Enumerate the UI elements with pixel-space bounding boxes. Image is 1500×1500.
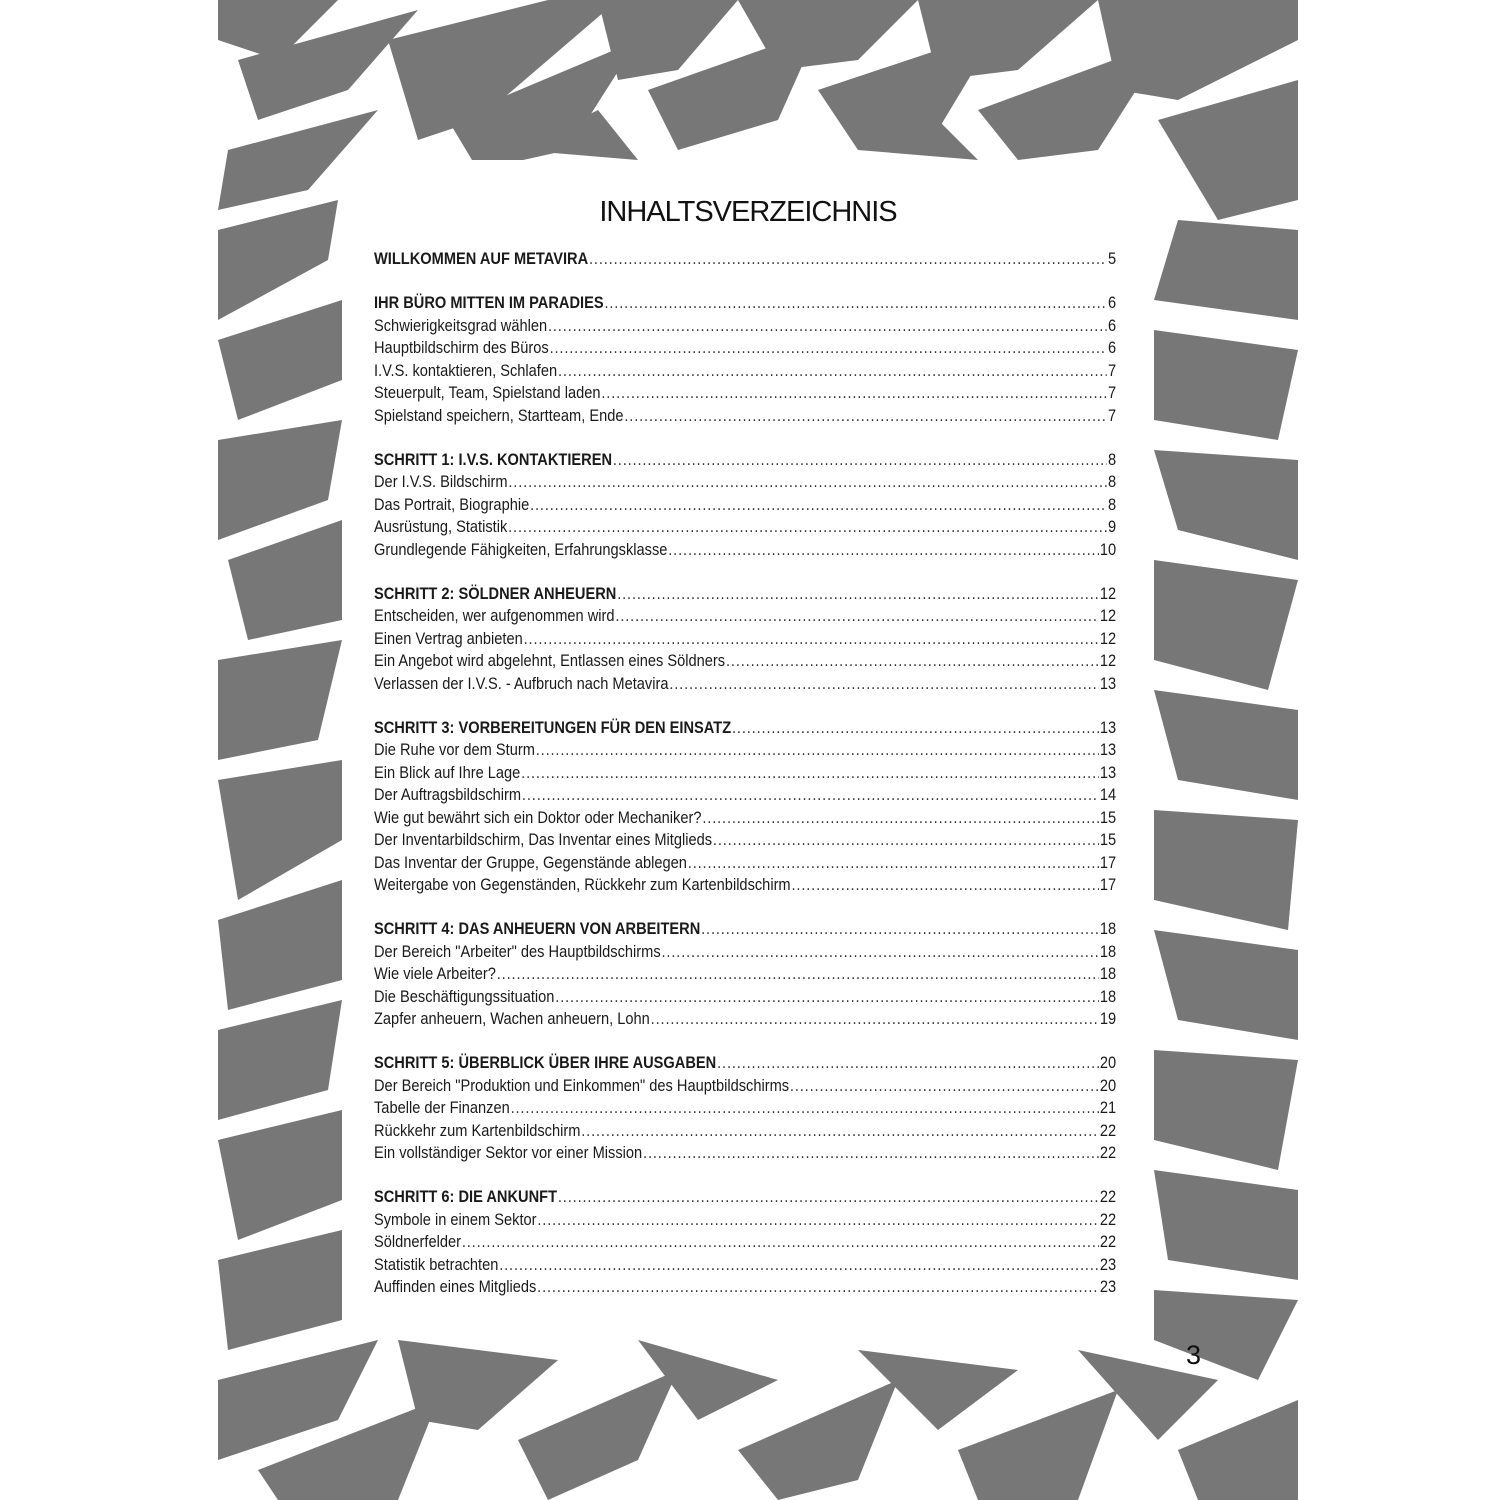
toc-entry	[374, 941, 1116, 964]
dot-leader	[521, 762, 1099, 785]
dot-leader	[537, 1276, 1099, 1299]
toc-page-number: 23	[1099, 1277, 1117, 1296]
toc-page-number: 15	[1099, 807, 1117, 827]
toc-page-number: 19	[1099, 1009, 1117, 1028]
dot-leader	[581, 1120, 1099, 1143]
page-title: INHALTSVERZEICHNIS	[599, 196, 897, 228]
toc-entry-label: Ein vollständiger Sektor vor einer Mission	[374, 1143, 643, 1162]
toc-heading-label: SCHRITT 6: DIE ANKUNFT	[374, 1187, 558, 1206]
dot-leader	[688, 852, 1099, 875]
toc-page-number: 18	[1099, 919, 1117, 938]
toc-entry	[374, 494, 1116, 517]
toc-entry-label: Einen Vertrag anbieten	[374, 628, 523, 648]
toc-entry-label: Die Ruhe vor dem Sturm	[374, 740, 535, 759]
toc-entry	[374, 1254, 1116, 1277]
toc-page-number: 18	[1099, 964, 1117, 983]
dot-leader	[604, 292, 1107, 315]
toc-page-number: 8	[1107, 494, 1117, 514]
toc-entry	[374, 874, 1116, 897]
dot-leader	[662, 941, 1099, 964]
toc-entry	[374, 829, 1116, 852]
dot-leader	[589, 248, 1107, 271]
dot-leader	[508, 471, 1107, 494]
toc-entry	[374, 1075, 1116, 1098]
toc-entry-label: Tabelle der Finanzen	[374, 1098, 510, 1117]
toc-entry-label: Statistik betrachten	[374, 1254, 499, 1274]
dot-leader	[558, 360, 1107, 383]
toc-heading-label: IHR BÜRO MITTEN IM PARADIES	[374, 293, 604, 312]
toc-entry	[374, 405, 1116, 428]
toc-entry-label: Hauptbildschirm des Büros	[374, 338, 549, 357]
toc-page-number: 17	[1099, 852, 1117, 872]
toc-page-number: 22	[1099, 1143, 1117, 1162]
toc-entry-label: Ein Angebot wird abgelehnt, Entlassen eines Söldners	[374, 651, 726, 670]
toc-entry	[374, 739, 1116, 762]
dot-leader	[701, 918, 1099, 941]
toc-entry-label: Wie gut bewährt sich ein Doktor oder Mechaniker?	[374, 807, 702, 827]
toc-entry-label: Der Bereich "Produktion und Einkommen" des Hauptbildschirms	[374, 1075, 790, 1095]
toc-entry-label: Verlassen der I.V.S. - Aufbruch nach Metavira	[374, 673, 669, 693]
toc-entry-label: Weitergabe von Gegenständen, Rückkehr zum Kartenbildschirm	[374, 875, 791, 894]
toc-section-heading	[374, 1186, 1116, 1209]
dot-leader	[462, 1231, 1099, 1254]
page-number: 3	[1186, 1340, 1202, 1370]
toc-section	[374, 918, 1116, 1031]
toc-section-heading	[374, 583, 1116, 606]
toc-entry-label: Der Inventarbildschirm, Das Inventar eines Mitglieds	[374, 830, 713, 849]
toc-page-number: 7	[1107, 360, 1117, 380]
toc-page-number: 8	[1107, 449, 1117, 469]
toc-heading-label: SCHRITT 1: I.V.S. KONTAKTIEREN	[374, 449, 613, 469]
toc-page-number: 21	[1099, 1098, 1117, 1117]
dot-leader	[643, 1142, 1099, 1165]
toc-entry	[374, 762, 1116, 785]
toc-page-number: 8	[1107, 472, 1117, 491]
toc-entry-label: Zapfer anheuern, Wachen anheuern, Lohn	[374, 1009, 650, 1028]
dot-leader	[499, 1254, 1099, 1277]
toc-section-heading	[374, 717, 1116, 740]
toc-entry-label: Schwierigkeitsgrad wählen	[374, 315, 548, 335]
toc-entry-label: Grundlegende Fähigkeiten, Erfahrungsklasse	[374, 539, 668, 559]
toc-section	[374, 583, 1116, 696]
toc-entry	[374, 650, 1116, 673]
dot-leader	[617, 583, 1099, 606]
toc-entry-label: Der Bereich "Arbeiter" des Hauptbildschirms	[374, 941, 661, 961]
toc-entry	[374, 382, 1116, 405]
toc-page-number: 12	[1099, 606, 1117, 625]
dot-leader	[651, 1008, 1099, 1031]
dot-leader	[558, 1186, 1099, 1209]
toc-entry	[374, 1008, 1116, 1031]
toc-entry-label: Der Auftragsbildschirm	[374, 785, 522, 804]
toc-entry-label: Rückkehr zum Kartenbildschirm	[374, 1120, 581, 1140]
dot-leader	[537, 1209, 1099, 1232]
toc-entry	[374, 605, 1116, 628]
toc-entry	[374, 628, 1116, 651]
toc-entry	[374, 1142, 1116, 1165]
toc-entry	[374, 784, 1116, 807]
toc-entry	[374, 963, 1116, 986]
toc-entry-label: Spielstand speichern, Startteam, Ende	[374, 405, 624, 425]
dot-leader	[536, 739, 1099, 762]
dot-leader	[524, 628, 1099, 651]
toc-entry-label: Das Inventar der Gruppe, Gegenstände ablegen	[374, 852, 687, 872]
toc-entry	[374, 852, 1116, 875]
toc-page-number: 20	[1099, 1053, 1117, 1072]
toc-entry-label: Die Beschäftigungssituation	[374, 986, 555, 1006]
dot-leader	[732, 717, 1099, 740]
dot-leader	[702, 807, 1099, 830]
toc-entry	[374, 807, 1116, 830]
toc-page-number: 13	[1099, 717, 1117, 737]
toc-page-number: 14	[1099, 785, 1117, 804]
toc-page-number: 23	[1099, 1254, 1117, 1274]
toc-entry	[374, 539, 1116, 562]
dot-leader	[497, 963, 1099, 986]
dot-leader	[601, 382, 1107, 405]
toc-heading-label: SCHRITT 2: SÖLDNER ANHEUERN	[374, 583, 617, 603]
toc-page-number: 6	[1107, 338, 1117, 357]
toc-entry	[374, 1231, 1116, 1254]
toc-section-heading	[374, 449, 1116, 472]
toc-entry	[374, 1120, 1116, 1143]
toc-page-number: 17	[1099, 875, 1117, 894]
dot-leader	[555, 986, 1099, 1009]
toc-entry	[374, 1209, 1116, 1232]
manual-page	[218, 0, 1298, 1500]
toc-section	[374, 1186, 1116, 1299]
toc-entry-label: Symbole in einem Sektor	[374, 1209, 537, 1229]
dot-leader	[508, 516, 1107, 539]
toc-entry	[374, 337, 1116, 360]
toc-section-heading	[374, 1052, 1116, 1075]
dot-leader	[717, 1052, 1099, 1075]
toc-page-number: 5	[1107, 249, 1117, 268]
dot-leader	[790, 1075, 1099, 1098]
toc-entry-label: Ausrüstung, Statistik	[374, 517, 508, 536]
toc-entry-label: Ein Blick auf Ihre Lage	[374, 762, 521, 782]
toc-section	[374, 449, 1116, 562]
toc-page-number: 13	[1099, 673, 1117, 693]
toc-entry	[374, 360, 1116, 383]
toc-entry-label: Der I.V.S. Bildschirm	[374, 472, 508, 491]
toc-entry	[374, 516, 1116, 539]
toc-page-number: 7	[1107, 405, 1117, 425]
toc-entry-label: Steuerpult, Team, Spielstand laden	[374, 383, 601, 402]
toc-panel	[342, 160, 1154, 1338]
toc-page-number: 6	[1107, 315, 1117, 335]
toc-page-number: 6	[1107, 293, 1117, 312]
toc-heading-label: SCHRITT 4: DAS ANHEUERN VON ARBEITERN	[374, 919, 701, 938]
toc-entry-label: I.V.S. kontaktieren, Schlafen	[374, 360, 558, 380]
toc-section-heading	[374, 292, 1116, 315]
toc-page-number: 13	[1099, 740, 1117, 759]
toc-page-number: 13	[1099, 762, 1117, 782]
toc-page-number: 12	[1099, 651, 1117, 670]
toc-heading-label: SCHRITT 3: VORBEREITUNGEN FÜR DEN EINSATZ	[374, 717, 732, 737]
dot-leader	[511, 1097, 1099, 1120]
toc-section	[374, 248, 1116, 271]
dot-leader	[669, 673, 1099, 696]
toc-heading-label: SCHRITT 5: ÜBERBLICK ÜBER IHRE AUSGABEN	[374, 1053, 717, 1072]
toc-section	[374, 1052, 1116, 1165]
dot-leader	[550, 337, 1108, 360]
toc-page-number: 9	[1107, 517, 1117, 536]
dot-leader	[615, 605, 1099, 628]
toc-page-number: 20	[1099, 1075, 1117, 1095]
toc-page-number: 18	[1099, 941, 1117, 961]
toc-entry-label: Wie viele Arbeiter?	[374, 964, 496, 983]
toc-page-number: 22	[1099, 1209, 1117, 1229]
toc-entry-label: Auffinden eines Mitglieds	[374, 1277, 537, 1296]
toc-entry-label: Das Portrait, Biographie	[374, 494, 530, 514]
toc-entry	[374, 986, 1116, 1009]
toc-section	[374, 292, 1116, 427]
toc-page-number: 22	[1099, 1120, 1117, 1140]
table-of-contents	[374, 248, 1116, 1320]
toc-page-number: 7	[1107, 383, 1117, 402]
toc-entry-label: Söldnerfelder	[374, 1232, 461, 1251]
toc-section	[374, 717, 1116, 897]
toc-page-number: 22	[1099, 1187, 1117, 1206]
dot-leader	[530, 494, 1107, 517]
dot-leader	[522, 784, 1099, 807]
dot-leader	[668, 539, 1099, 562]
toc-entry	[374, 1276, 1116, 1299]
dot-leader	[713, 829, 1099, 852]
toc-entry	[374, 315, 1116, 338]
toc-page-number: 12	[1099, 628, 1117, 648]
toc-page-number: 22	[1099, 1232, 1117, 1251]
dot-leader	[548, 315, 1107, 338]
toc-page-number: 18	[1099, 986, 1117, 1006]
toc-entry-label: Entscheiden, wer aufgenommen wird	[374, 606, 615, 625]
toc-entry	[374, 673, 1116, 696]
dot-leader	[791, 874, 1099, 897]
dot-leader	[624, 405, 1107, 428]
toc-section-heading	[374, 248, 1116, 271]
dot-leader	[726, 650, 1099, 673]
toc-page-number: 12	[1099, 583, 1117, 603]
toc-page-number: 10	[1099, 539, 1117, 559]
toc-entry	[374, 1097, 1116, 1120]
toc-section-heading	[374, 918, 1116, 941]
toc-heading-label: WILLKOMMEN AUF METAVIRA	[374, 249, 589, 268]
toc-page-number: 15	[1099, 830, 1117, 849]
toc-entry	[374, 471, 1116, 494]
dot-leader	[613, 449, 1107, 472]
